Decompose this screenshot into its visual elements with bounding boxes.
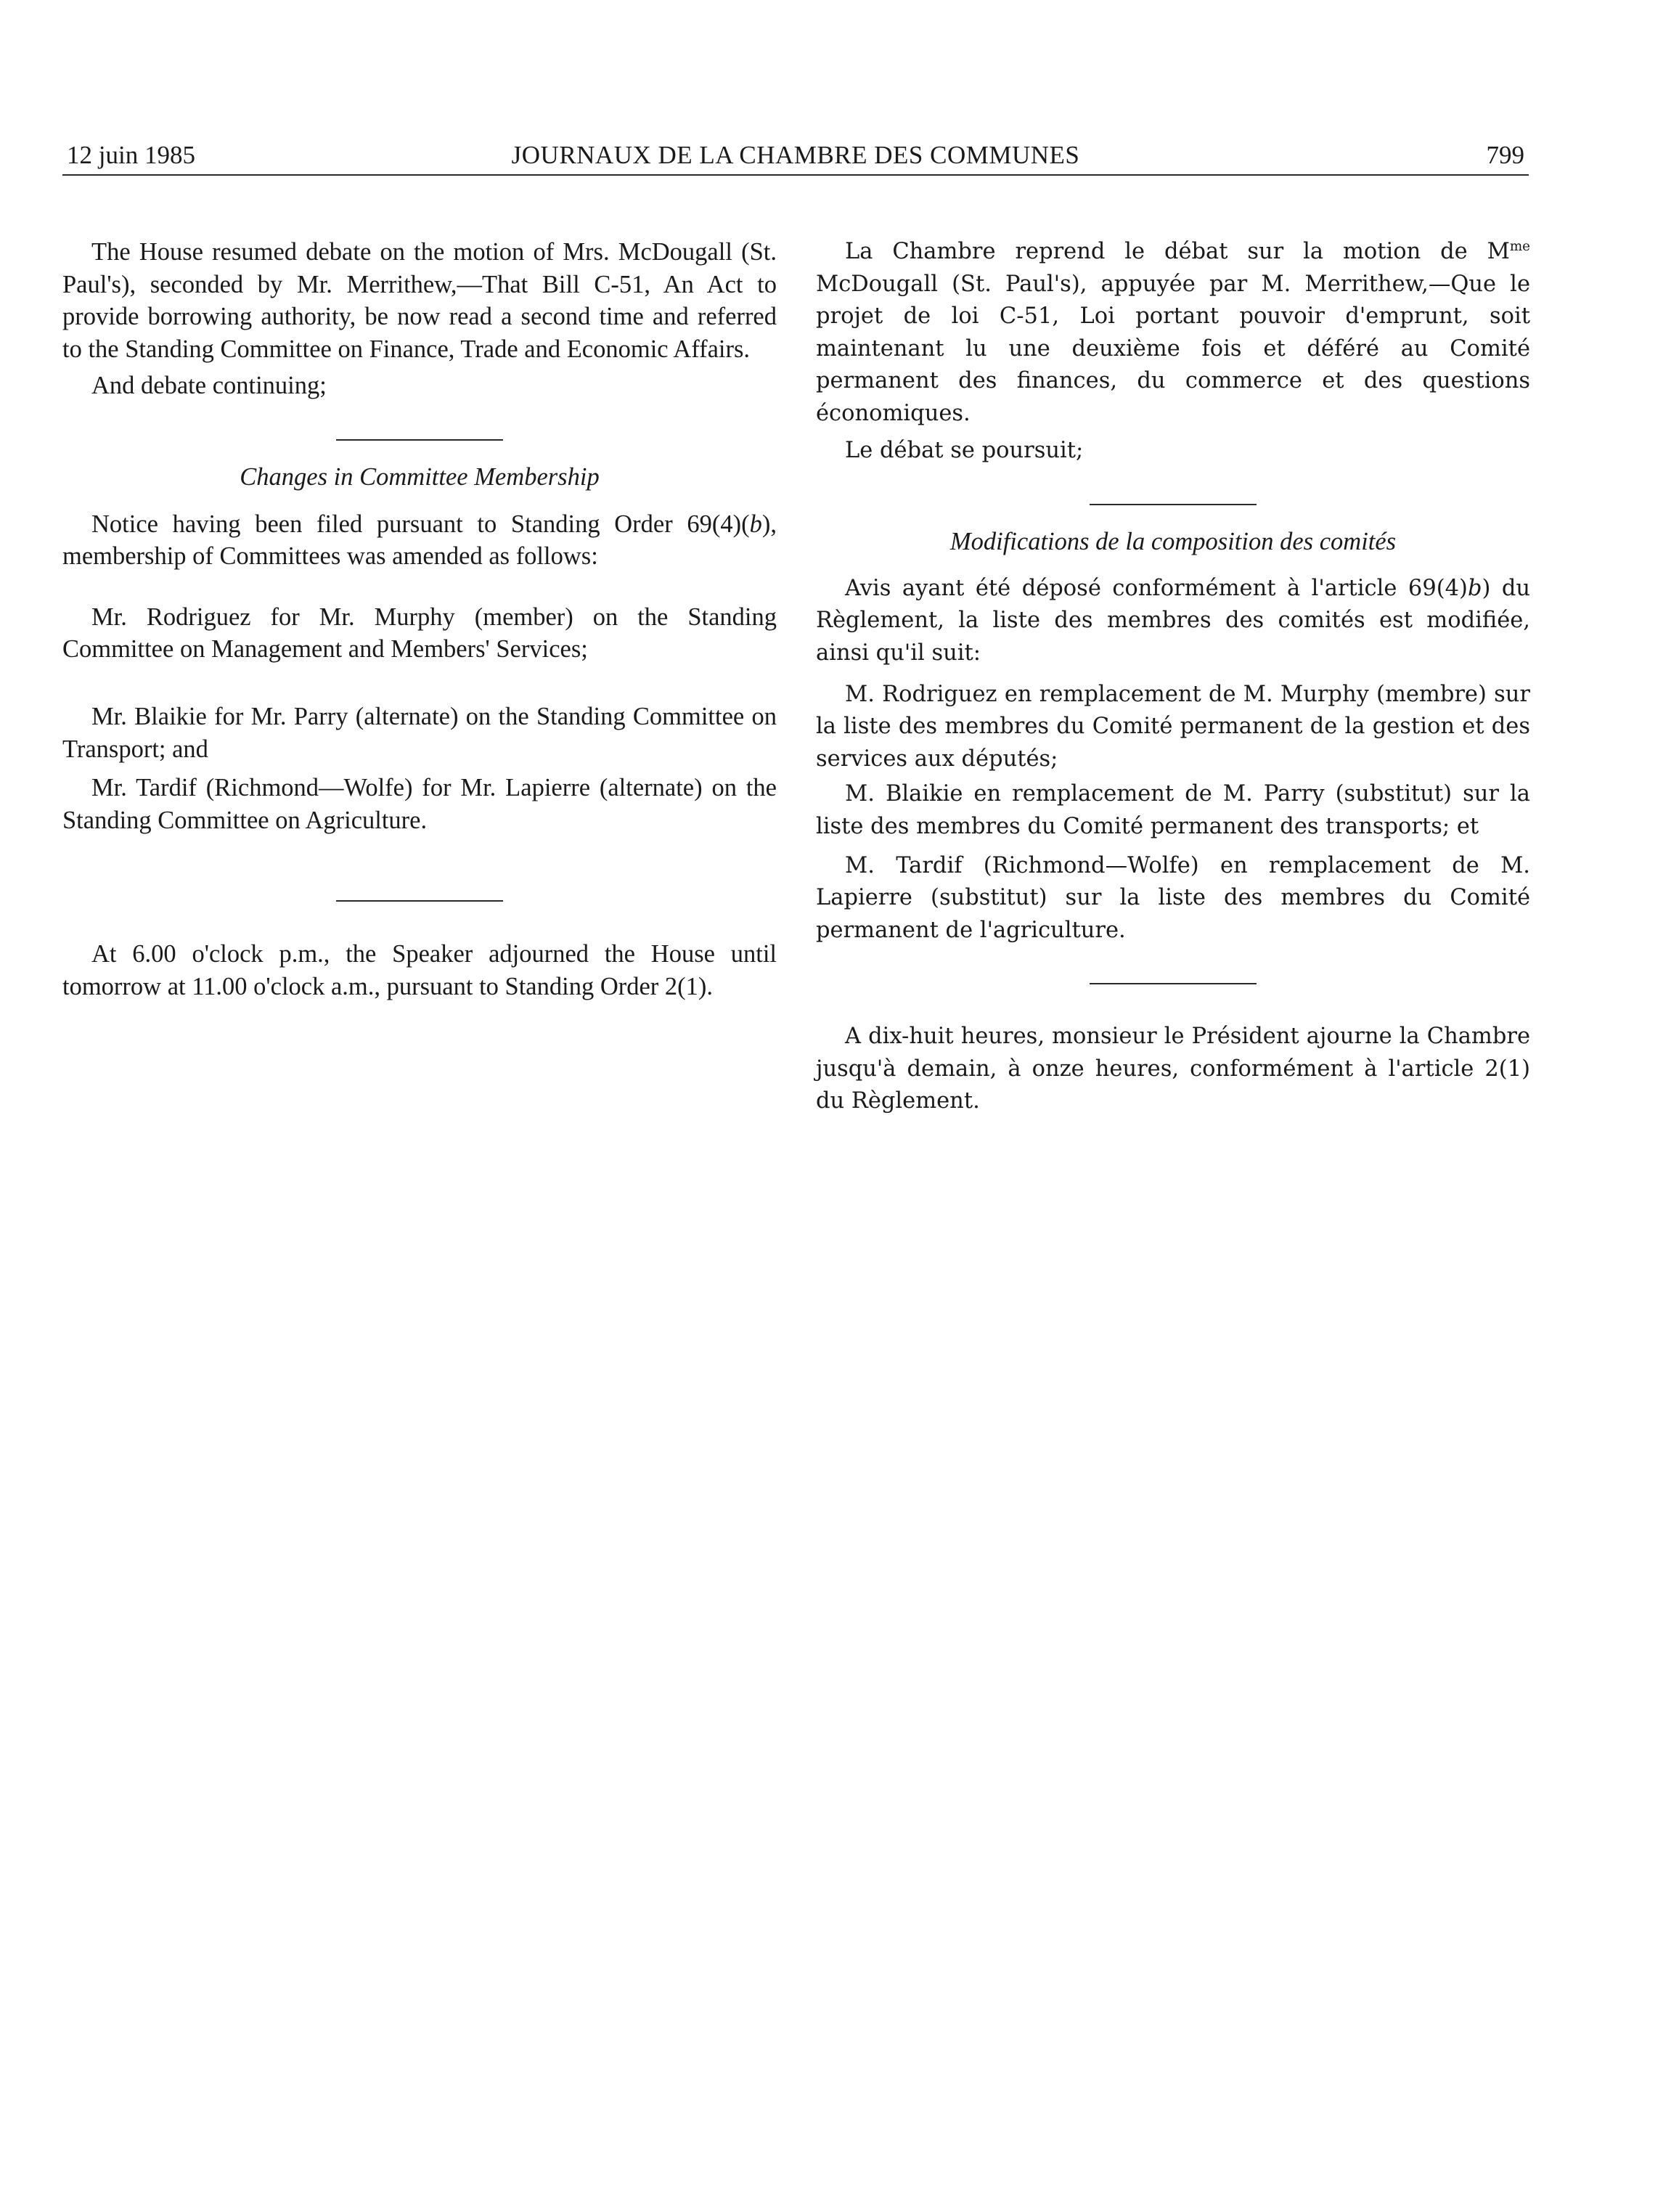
notice-paragraph-fr <box>816 573 1530 670</box>
running-header <box>62 136 1529 176</box>
notice-text-end-fr: ) du Règlement, la liste des membres des comités est modifiée, ainsi qu'il suit: <box>816 575 1531 666</box>
notice-text-start: Notice having been filed pursuant to Standing Order 69(4)( <box>91 510 750 538</box>
notice-text-italic-fr: b <box>1467 575 1482 601</box>
section-divider <box>1090 504 1257 505</box>
membership-change-rodriguez: Mr. Rodriguez for Mr. Murphy (member) on the Standing Committee on Management and Members' Services; <box>62 603 777 664</box>
membership-change-blaikie-fr: M. Blaikie en remplacement de M. Parry (substitut) sur la liste des membres du Comité permanent des transports; et <box>816 781 1530 839</box>
notice-text-italic: b <box>749 510 762 538</box>
header-title: JOURNAUX DE LA CHAMBRE DES COMMUNES <box>511 141 1080 169</box>
section-divider <box>1090 983 1257 984</box>
french-column <box>816 236 1530 1118</box>
debate-resumed-paragraph: The House resumed debate on the motion of Mrs. McDougall (St. Paul's), seconded by Mr. Merrithew,—That Bill C-51, An Act to provide borrowing authority, be now read a second time and referred to the Standing Committee on Finance, Trade and Economic Affairs. <box>62 238 777 363</box>
membership-change-blaikie: Mr. Blaikie for Mr. Parry (alternate) on the Standing Committee on Transport; and <box>62 702 777 763</box>
section-heading: Changes in Committee Membership <box>240 462 600 491</box>
english-column <box>62 236 777 1003</box>
page-number: 799 <box>1486 141 1524 169</box>
section-divider <box>336 900 503 902</box>
membership-change-rodriguez-fr: M. Rodriguez en remplacement de M. Murphy (membre) sur la liste des membres du Comité permanent de la gestion et des services aux députés; <box>816 681 1530 772</box>
adjournment-paragraph-fr: A dix-huit heures, monsieur le Président ajourne la Chambre jusqu'à demain, à onze heures, conformément à l'article 2(1) du Règlement. <box>816 1024 1530 1114</box>
section-divider <box>336 439 503 441</box>
debate-text-start-fr: La Chambre reprend le débat sur la motion de M <box>845 239 1510 264</box>
notice-text-end: ), membership of Committees was amended as follows: <box>62 510 777 571</box>
debate-continuing-paragraph-fr: Le débat se poursuit; <box>845 437 1084 463</box>
adjournment-paragraph: At 6.00 o'clock p.m., the Speaker adjourned the House until tomorrow at 11.00 o'clock a.m., pursuant to Standing Order 2(1). <box>62 940 777 1000</box>
membership-change-tardif: Mr. Tardif (Richmond—Wolfe) for Mr. Lapierre (alternate) on the Standing Committee on Agriculture. <box>62 774 777 834</box>
superscript-me: me <box>1509 238 1530 254</box>
section-heading-fr: Modifications de la composition des comités <box>949 528 1397 556</box>
debate-continuing-paragraph: And debate continuing; <box>91 372 327 400</box>
debate-resumed-paragraph-fr <box>816 236 1530 430</box>
debate-text-end-fr: McDougall (St. Paul's), appuyée par M. Merrithew,—Que le projet de loi C-51, Loi portant pouvoir d'emprunt, soit maintenant lu une deuxième fois et déféré au Comité permanent des finances, du commerce et des questions économiques. <box>816 271 1530 426</box>
header-date: 12 juin 1985 <box>67 141 195 169</box>
membership-change-tardif-fr: M. Tardif (Richmond—Wolfe) en remplacement de M. Lapierre (substitut) sur la liste des membres du Comité permanent de l'agriculture. <box>816 852 1530 943</box>
notice-text-start-fr: Avis ayant été déposé conformément à l'article 69(4) <box>845 575 1468 601</box>
notice-paragraph <box>62 508 777 573</box>
